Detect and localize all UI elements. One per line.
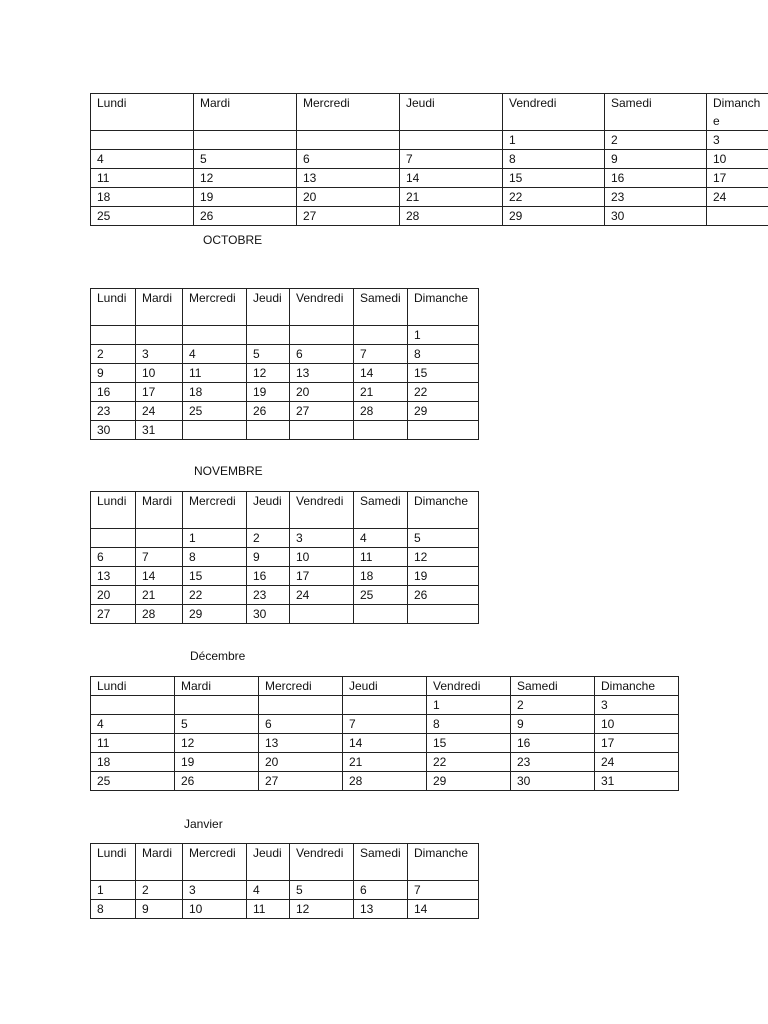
weekday-header-cell: Jeudi [247, 289, 290, 326]
day-cell: 9 [136, 900, 183, 919]
weekday-header-cell: Lundi [91, 289, 136, 326]
day-cell: 26 [247, 402, 290, 421]
day-cell: 2 [511, 696, 595, 715]
day-cell: 12 [408, 548, 479, 567]
day-cell [183, 421, 247, 440]
day-cell [400, 131, 503, 150]
weekday-header-cell: Dimanche [408, 844, 479, 881]
day-cell: 22 [408, 383, 479, 402]
day-cell: 14 [136, 567, 183, 586]
day-cell: 21 [136, 586, 183, 605]
day-cell: 24 [136, 402, 183, 421]
day-cell: 1 [503, 131, 605, 150]
day-cell [259, 696, 343, 715]
weekday-header-row [91, 94, 768, 131]
week-row [91, 402, 479, 421]
week-row [91, 188, 768, 207]
week-row [91, 169, 768, 188]
weekday-header-cell: Vendredi [290, 492, 354, 529]
day-cell [247, 326, 290, 345]
week-row [91, 772, 679, 791]
weekday-header-cell: Mardi [136, 492, 183, 529]
day-cell: 25 [183, 402, 247, 421]
day-cell: 4 [354, 529, 408, 548]
day-cell [91, 696, 175, 715]
day-cell: 11 [91, 169, 194, 188]
day-cell: 10 [136, 364, 183, 383]
day-cell: 20 [91, 586, 136, 605]
day-cell [91, 326, 136, 345]
day-cell: 10 [595, 715, 679, 734]
day-cell [408, 421, 479, 440]
day-cell: 6 [297, 150, 400, 169]
weekday-header-cell: Dimanche [707, 94, 768, 131]
day-cell: 26 [175, 772, 259, 791]
day-cell: 7 [408, 881, 479, 900]
day-cell: 3 [183, 881, 247, 900]
day-cell: 19 [247, 383, 290, 402]
day-cell: 19 [408, 567, 479, 586]
week-row [91, 567, 479, 586]
day-cell: 1 [91, 881, 136, 900]
weekday-header-cell: Dimanche [408, 289, 479, 326]
day-cell [290, 326, 354, 345]
week-row [91, 421, 479, 440]
weekday-header-cell: Lundi [91, 492, 136, 529]
day-cell: 19 [175, 753, 259, 772]
day-cell: 5 [194, 150, 297, 169]
day-cell: 8 [503, 150, 605, 169]
calendar-table-1 [90, 93, 768, 226]
day-cell: 29 [408, 402, 479, 421]
day-cell [408, 605, 479, 624]
week-row [91, 753, 679, 772]
day-cell: 19 [194, 188, 297, 207]
day-cell: 1 [183, 529, 247, 548]
day-cell: 9 [247, 548, 290, 567]
day-cell: 15 [408, 364, 479, 383]
day-cell [707, 207, 768, 226]
day-cell: 2 [247, 529, 290, 548]
day-cell: 31 [136, 421, 183, 440]
calendar-table-decembre [90, 676, 679, 791]
day-cell [91, 529, 136, 548]
day-cell: 13 [354, 900, 408, 919]
day-cell: 18 [91, 753, 175, 772]
day-cell: 6 [354, 881, 408, 900]
day-cell: 2 [136, 881, 183, 900]
weekday-header-cell: Samedi [354, 844, 408, 881]
weekday-header-cell: Jeudi [247, 844, 290, 881]
month-title-novembre: NOVEMBRE [194, 464, 263, 478]
day-cell: 7 [400, 150, 503, 169]
week-row [91, 605, 479, 624]
day-cell: 9 [91, 364, 136, 383]
day-cell: 11 [354, 548, 408, 567]
day-cell: 11 [91, 734, 175, 753]
day-cell: 15 [503, 169, 605, 188]
weekday-header-cell: Vendredi [290, 289, 354, 326]
weekday-header-cell: Samedi [605, 94, 707, 131]
day-cell: 23 [511, 753, 595, 772]
day-cell [183, 326, 247, 345]
week-row [91, 734, 679, 753]
weekday-header-cell: Mardi [194, 94, 297, 131]
calendar-table-janvier [90, 843, 479, 919]
day-cell: 28 [354, 402, 408, 421]
day-cell: 16 [511, 734, 595, 753]
day-cell: 20 [290, 383, 354, 402]
day-cell: 25 [354, 586, 408, 605]
day-cell: 16 [91, 383, 136, 402]
weekday-header-cell: Jeudi [343, 677, 427, 696]
day-cell: 23 [605, 188, 707, 207]
day-cell: 22 [427, 753, 511, 772]
weekday-header-cell: Mercredi [183, 289, 247, 326]
weekday-header-cell: Mercredi [183, 844, 247, 881]
day-cell: 14 [343, 734, 427, 753]
weekday-header-cell: Vendredi [427, 677, 511, 696]
day-cell: 7 [343, 715, 427, 734]
day-cell [354, 326, 408, 345]
weekday-header-row [91, 677, 679, 696]
day-cell: 31 [595, 772, 679, 791]
day-cell: 12 [247, 364, 290, 383]
day-cell: 15 [427, 734, 511, 753]
day-cell [297, 131, 400, 150]
weekday-header-row [91, 492, 479, 529]
day-cell: 6 [91, 548, 136, 567]
day-cell: 8 [408, 345, 479, 364]
day-cell: 18 [183, 383, 247, 402]
day-cell: 2 [605, 131, 707, 150]
day-cell: 11 [183, 364, 247, 383]
day-cell: 8 [91, 900, 136, 919]
weekday-header-cell: Mardi [175, 677, 259, 696]
day-cell: 4 [247, 881, 290, 900]
day-cell: 4 [183, 345, 247, 364]
day-cell: 3 [707, 131, 768, 150]
week-row [91, 150, 768, 169]
day-cell: 11 [247, 900, 290, 919]
week-row [91, 881, 479, 900]
day-cell: 8 [427, 715, 511, 734]
day-cell: 2 [91, 345, 136, 364]
weekday-header-cell: Mercredi [259, 677, 343, 696]
day-cell: 10 [290, 548, 354, 567]
day-cell: 13 [91, 567, 136, 586]
day-cell: 30 [605, 207, 707, 226]
day-cell: 3 [595, 696, 679, 715]
day-cell: 30 [247, 605, 290, 624]
day-cell [290, 421, 354, 440]
day-cell: 14 [400, 169, 503, 188]
day-cell: 15 [183, 567, 247, 586]
day-cell: 5 [175, 715, 259, 734]
day-cell: 1 [408, 326, 479, 345]
day-cell: 24 [290, 586, 354, 605]
weekday-header-cell: Lundi [91, 94, 194, 131]
weekday-header-row [91, 844, 479, 881]
day-cell: 21 [343, 753, 427, 772]
weekday-header-cell: Lundi [91, 844, 136, 881]
day-cell: 22 [183, 586, 247, 605]
weekday-header-cell: Vendredi [290, 844, 354, 881]
day-cell: 13 [297, 169, 400, 188]
day-cell: 28 [136, 605, 183, 624]
day-cell: 3 [136, 345, 183, 364]
week-row [91, 326, 479, 345]
day-cell: 13 [259, 734, 343, 753]
day-cell: 4 [91, 715, 175, 734]
day-cell: 22 [503, 188, 605, 207]
day-cell: 14 [408, 900, 479, 919]
week-row [91, 529, 479, 548]
day-cell: 14 [354, 364, 408, 383]
day-cell: 10 [707, 150, 768, 169]
day-cell: 9 [511, 715, 595, 734]
month-title-decembre: Décembre [190, 649, 246, 663]
day-cell: 10 [183, 900, 247, 919]
weekday-header-cell: Samedi [354, 289, 408, 326]
day-cell [354, 605, 408, 624]
day-cell: 21 [354, 383, 408, 402]
day-cell: 9 [605, 150, 707, 169]
day-cell: 17 [290, 567, 354, 586]
day-cell: 29 [427, 772, 511, 791]
calendar-table-octobre [90, 288, 479, 440]
day-cell: 16 [247, 567, 290, 586]
day-cell: 6 [259, 715, 343, 734]
day-cell [136, 326, 183, 345]
day-cell: 6 [290, 345, 354, 364]
weekday-header-cell: Mercredi [297, 94, 400, 131]
day-cell: 5 [408, 529, 479, 548]
day-cell: 18 [91, 188, 194, 207]
day-cell: 8 [183, 548, 247, 567]
week-row [91, 900, 479, 919]
day-cell: 29 [503, 207, 605, 226]
day-cell: 24 [707, 188, 768, 207]
day-cell: 12 [194, 169, 297, 188]
weekday-header-cell: Jeudi [400, 94, 503, 131]
weekday-header-cell: Dimanche [408, 492, 479, 529]
day-cell [290, 605, 354, 624]
weekday-header-cell: Vendredi [503, 94, 605, 131]
week-row [91, 696, 679, 715]
month-title-octobre: OCTOBRE [203, 233, 263, 247]
week-row [91, 548, 479, 567]
day-cell: 1 [427, 696, 511, 715]
day-cell: 30 [91, 421, 136, 440]
day-cell [175, 696, 259, 715]
day-cell [136, 529, 183, 548]
day-cell: 5 [247, 345, 290, 364]
day-cell [91, 131, 194, 150]
day-cell: 27 [290, 402, 354, 421]
day-cell [247, 421, 290, 440]
day-cell: 5 [290, 881, 354, 900]
day-cell: 16 [605, 169, 707, 188]
day-cell: 27 [91, 605, 136, 624]
day-cell: 23 [91, 402, 136, 421]
weekday-header-cell: Mercredi [183, 492, 247, 529]
day-cell: 20 [259, 753, 343, 772]
day-cell: 25 [91, 207, 194, 226]
day-cell: 7 [354, 345, 408, 364]
weekday-header-cell: Mardi [136, 289, 183, 326]
weekday-header-cell: Samedi [354, 492, 408, 529]
weekday-header-cell: Mardi [136, 844, 183, 881]
day-cell: 7 [136, 548, 183, 567]
week-row [91, 207, 768, 226]
day-cell: 17 [707, 169, 768, 188]
day-cell [194, 131, 297, 150]
day-cell: 12 [290, 900, 354, 919]
day-cell: 17 [136, 383, 183, 402]
day-cell [354, 421, 408, 440]
weekday-header-cell: Dimanche [595, 677, 679, 696]
week-row [91, 715, 679, 734]
day-cell: 28 [343, 772, 427, 791]
weekday-header-cell: Lundi [91, 677, 175, 696]
day-cell: 23 [247, 586, 290, 605]
day-cell: 26 [194, 207, 297, 226]
day-cell: 26 [408, 586, 479, 605]
day-cell: 28 [400, 207, 503, 226]
day-cell: 20 [297, 188, 400, 207]
day-cell [343, 696, 427, 715]
day-cell: 30 [511, 772, 595, 791]
day-cell: 3 [290, 529, 354, 548]
day-cell: 27 [297, 207, 400, 226]
day-cell: 27 [259, 772, 343, 791]
calendar-table-novembre [90, 491, 479, 624]
week-row [91, 586, 479, 605]
weekday-header-cell: Jeudi [247, 492, 290, 529]
day-cell: 29 [183, 605, 247, 624]
week-row [91, 131, 768, 150]
day-cell: 17 [595, 734, 679, 753]
day-cell: 4 [91, 150, 194, 169]
week-row [91, 364, 479, 383]
week-row [91, 345, 479, 364]
weekday-header-row [91, 289, 479, 326]
day-cell: 24 [595, 753, 679, 772]
day-cell: 12 [175, 734, 259, 753]
week-row [91, 383, 479, 402]
day-cell: 18 [354, 567, 408, 586]
day-cell: 25 [91, 772, 175, 791]
month-title-janvier: Janvier [184, 817, 223, 831]
weekday-header-cell: Samedi [511, 677, 595, 696]
day-cell: 21 [400, 188, 503, 207]
day-cell: 13 [290, 364, 354, 383]
